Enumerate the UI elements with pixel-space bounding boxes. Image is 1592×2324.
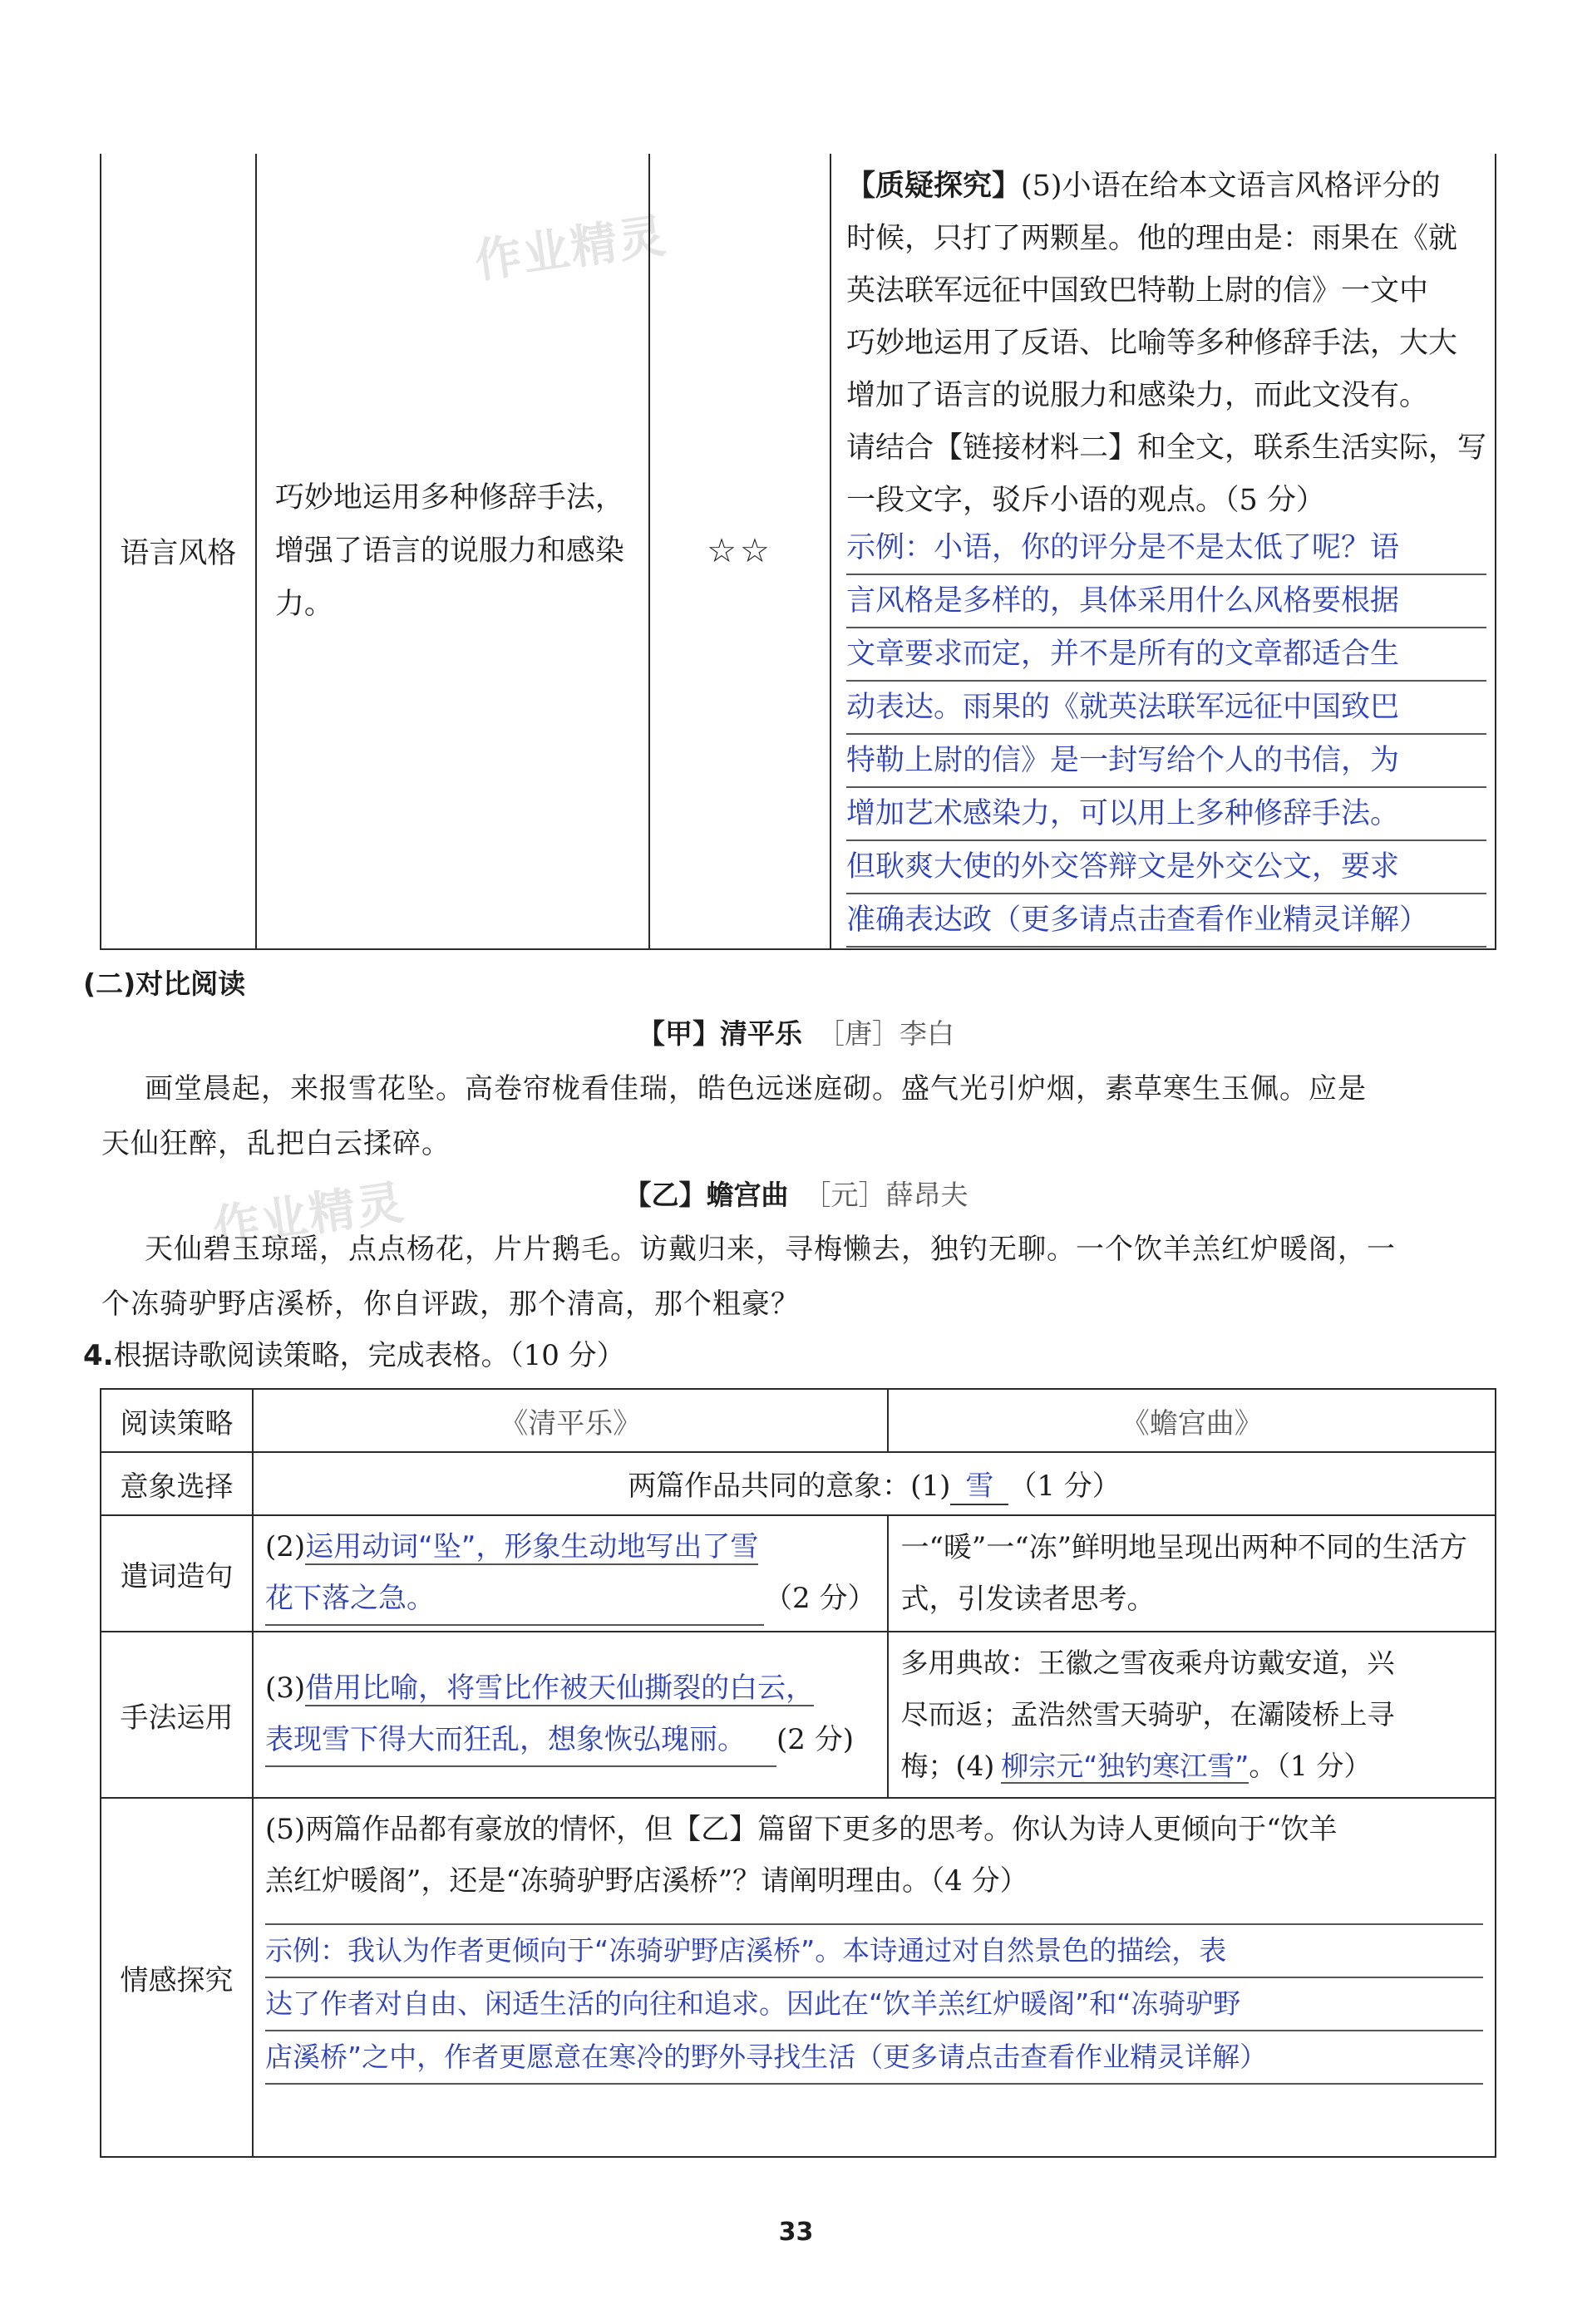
answer-line: 示例：小语，你的评分是不是太低了呢？语	[846, 522, 1486, 575]
item-number: (3)	[265, 1672, 306, 1705]
question-line: (5)小语在给本文语言风格评分的	[1021, 170, 1441, 203]
question-text: 根据诗歌阅读策略，完成表格。（10 分）	[113, 1339, 625, 1372]
answer-line: 店溪桥”之中，作者更愿意在寒冷的野外寻找生活（更多请点击查看作业精灵详解）	[265, 2031, 1483, 2085]
row-label: 手法运用	[101, 1632, 253, 1798]
poem-b-author: ［元］薛昂夫	[803, 1179, 969, 1211]
star-rating: ☆☆	[649, 154, 831, 949]
poem-a-tag: 【甲】清平乐	[638, 1017, 802, 1050]
imagery-answer: 雪	[950, 1463, 1008, 1505]
answer-line: 花下落之急。	[265, 1573, 764, 1626]
question-line: 增加了语言的说服力和感染力，而此文没有。	[845, 379, 1428, 412]
question-line: 请结合【链接材料二】和全文，联系生活实际，写	[845, 431, 1486, 465]
page-number: 33	[778, 2218, 814, 2247]
question-line: 巧妙地运用了反语、比喻等多种修辞手法，大大	[845, 327, 1457, 360]
answer-line: 达了作者对自由、闲适生活的向往和追求。因此在“饮羊羔红炉暖阁”和“冻骑驴野	[265, 1978, 1483, 2031]
poem-line: 个冻骑驴野店溪桥，你自评跋，那个清高，那个粗豪？	[101, 1288, 800, 1321]
text-line: 梅；(4)	[900, 1750, 995, 1782]
score: 。（1 分）	[1249, 1750, 1372, 1782]
imagery-score: （1 分）	[1008, 1469, 1121, 1503]
score: (2 分)	[776, 1723, 854, 1756]
question-cell	[831, 154, 1496, 949]
question-line: 时候，只打了两颗星。他的理由是：雨果在《就	[845, 222, 1457, 255]
poem-b-text	[101, 1222, 1498, 1332]
feature-description: 巧妙地运用多种修辞手法，增强了语言的说服力和感染力。	[256, 154, 649, 949]
answer-line: 增加艺术感染力，可以用上多种修辞手法。	[846, 788, 1486, 841]
watermark: 作业精灵	[471, 209, 671, 289]
answer-line: 特勒上尉的信》是一封写给个人的书信，为	[846, 735, 1486, 788]
score: （2 分）	[764, 1582, 876, 1615]
row-label: 遣词造句	[101, 1515, 253, 1632]
poem-a-author: ［唐］李白	[817, 1017, 954, 1050]
question-tag: 【质疑探究】	[845, 170, 1021, 203]
header-label: 阅读策略	[101, 1389, 253, 1452]
poem-line: 画堂晨起，来报雪花坠。高卷帘栊看佳瑞，皓色远迷庭砌。盛气光引炉烟，素草寒生玉佩。应是	[145, 1072, 1367, 1105]
handwritten-answer	[846, 522, 1486, 948]
answer-line: 言风格是多样的，具体采用什么风格要根据	[846, 575, 1486, 628]
header-poem-b: 《蟾宫曲》	[888, 1389, 1496, 1452]
poem-a-title	[0, 1012, 1592, 1051]
poem-b-title	[0, 1174, 1592, 1213]
answer-line: 借用比喻，将雪比作被天仙撕裂的白云，	[305, 1672, 815, 1705]
answer-line: 文章要求而定，并不是所有的文章都适合生	[846, 628, 1486, 682]
question-text	[846, 160, 1486, 213]
question-line: 一段文字，驳斥小语的观点。（5 分）	[845, 484, 1325, 517]
reading-strategy-table	[100, 1388, 1496, 2158]
answer-line: 示例：我认为作者更倾向于“冻骑驴野店溪桥”。本诗通过对自然景色的描绘，表	[265, 1925, 1483, 1978]
technique-answer-cell	[253, 1632, 888, 1798]
poem-line: 天仙狂醉，乱把白云揉碎。	[101, 1127, 451, 1160]
answer-line: 准确表达政（更多请点击查看作业精灵详解）	[846, 894, 1486, 948]
question-line: 英法联军远征中国致巴特勒上尉的信》一文中	[845, 274, 1428, 308]
poem-a-text	[101, 1061, 1498, 1171]
answer-line: 运用动词“坠”，形象生动地写出了雪	[305, 1530, 759, 1563]
item-number: (2)	[265, 1530, 306, 1563]
poem-b-tag: 【乙】蟾宫曲	[623, 1179, 789, 1211]
technique-text-cell	[888, 1632, 1496, 1798]
answer-line: 柳宗元“独钓寒江雪”	[1001, 1750, 1249, 1782]
header-poem-a: 《清平乐》	[253, 1389, 888, 1452]
question-number: 4.	[83, 1339, 114, 1372]
question-line: (5)两篇作品都有豪放的情怀，但【乙】篇留下更多的思考。你认为诗人更倾向于“饮羊	[265, 1813, 1338, 1846]
poem-line: 天仙碧玉琼瑶，点点杨花，片片鹅毛。访戴归来，寻梅懒去，独钓无聊。一个饮羊羔红炉暖阁，一	[145, 1233, 1396, 1266]
emotion-cell	[253, 1798, 1496, 2157]
answer-line: 但耿爽大使的外交答辩文是外交公文，要求	[846, 841, 1486, 894]
answer-line: 动表达。雨果的《就英法联军远征中国致巴	[846, 682, 1486, 735]
wording-text-cell: 一“暖”一“冻”鲜明地呈现出两种不同的生活方式，引发读者思考。	[888, 1515, 1496, 1632]
text-line: 尽而返；孟浩然雪天骑驴，在灞陵桥上寻	[900, 1698, 1395, 1731]
wording-answer-cell	[253, 1515, 888, 1632]
imagery-cell	[253, 1452, 1496, 1515]
section-heading: (二)对比阅读	[83, 968, 246, 1000]
watermark: 作业精灵	[209, 1175, 409, 1256]
imagery-prompt: 两篇作品共同的意象：(1)	[628, 1469, 951, 1503]
text-line: 多用典故：王徽之雪夜乘舟访戴安道，兴	[900, 1647, 1395, 1679]
handwritten-answer	[265, 1923, 1483, 2085]
question-line: 羔红炉暖阁”，还是“冻骑驴野店溪桥”？请阐明理由。（4 分）	[265, 1864, 1028, 1898]
evaluation-table	[100, 154, 1496, 950]
row-label: 情感探究	[101, 1798, 253, 2157]
answer-line: 表现雪下得大而狂乱，想象恢弘瑰丽。	[265, 1714, 776, 1767]
question-4	[83, 1332, 625, 1373]
row-label: 意象选择	[101, 1452, 253, 1515]
row-label: 语言风格	[101, 154, 256, 949]
